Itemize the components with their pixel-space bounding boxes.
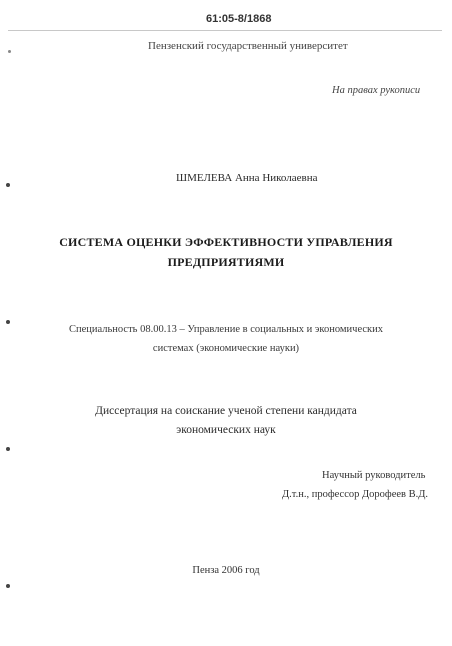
city-year: Пенза 2006 год (192, 565, 260, 576)
supervisor-name: Д.т.н., профессор Дорофеев В.Д. (282, 489, 429, 500)
scan-mark (6, 183, 10, 187)
author-name: ШМЕЛЕВА Анна Николаевна (176, 172, 318, 184)
thesis-title-line-2: ПРЕДПРИЯТИЯМИ (167, 255, 285, 269)
supervisor-label: Научный руководитель (322, 470, 426, 481)
specialty-line-1: Специальность 08.00.13 – Управление в социальных и экономических (68, 324, 384, 335)
scan-mark (6, 447, 10, 451)
scan-mark (6, 320, 10, 324)
scan-mark (6, 584, 10, 588)
specialty-line-2: системах (экономические науки) (152, 343, 300, 354)
thesis-title-line-1: СИСТЕМА ОЦЕНКИ ЭФФЕКТИВНОСТИ УПРАВЛЕНИЯ (59, 235, 393, 249)
degree-line-2: экономических наук (176, 424, 276, 436)
stamp-divider (8, 30, 442, 31)
rights-note: На правах рукописи (332, 85, 421, 96)
university-name: Пензенский государственный университет (148, 40, 348, 52)
catalog-stamp: 61:05-8/1868 (206, 13, 272, 25)
degree-line-1: Диссертация на соискание ученой степени кандидата (95, 405, 357, 417)
scan-mark (8, 50, 11, 53)
